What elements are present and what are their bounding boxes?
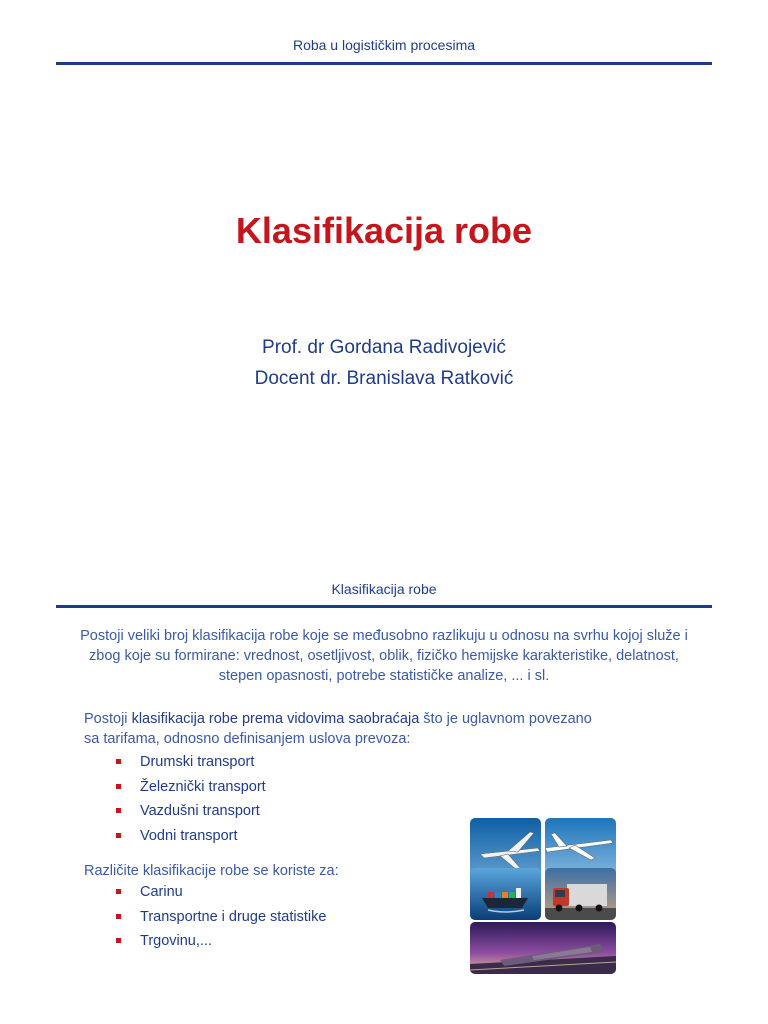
author-1: Prof. dr Gordana Radivojević [262, 337, 506, 358]
list-item: Carinu [112, 882, 326, 907]
intro-paragraph: Postoji veliki broj klasifikacija robe koje se međusobno razlikuju u odnosu na svrhu kojoj služe i zbog koje su formirane: vrednost, osetljivost, oblik, fizičko hemijske karakteristike, delatnost, stepen opasnosti, potrebe statističke analize, ... i sl. [80, 628, 688, 684]
header-rule [56, 62, 712, 65]
slide-header: Roba u logističkim procesima [292, 37, 476, 53]
bullet-square-icon [116, 938, 121, 943]
list-item: Vodni transport [112, 826, 266, 851]
container-ship-photo [470, 868, 541, 920]
slide-title: Klasifikacija robe [235, 210, 533, 251]
list-item: Trgovinu,... [112, 931, 326, 956]
slide-header: Klasifikacija robe [331, 581, 437, 597]
bullet-square-icon [116, 759, 121, 764]
list-item: Transportne i druge statistike [112, 907, 326, 932]
transport-paragraph [84, 709, 604, 749]
content-slide [0, 512, 768, 1024]
truck-photo [545, 868, 616, 920]
transport-list [112, 752, 266, 851]
list-item: Železnički transport [112, 777, 266, 802]
para2-emphasis: klasifikacija robe prema vidovima saobraćaja [131, 711, 420, 727]
bullet-square-icon [116, 833, 121, 838]
header-rule [56, 605, 712, 608]
freight-train-photo [470, 922, 616, 974]
author-2: Docent dr. Branislava Ratković [254, 368, 514, 389]
bullet-square-icon [116, 808, 121, 813]
para2-suffix: što je uglavnom povezano sa tarifama, odnosno definisanjem uslova prevoza: [84, 711, 592, 747]
bullet-square-icon [116, 889, 121, 894]
list-item: Drumski transport [112, 752, 266, 777]
bullet-square-icon [116, 914, 121, 919]
usage-list [112, 882, 326, 956]
bullet-square-icon [116, 784, 121, 789]
usage-paragraph: Različite klasifikacije robe se koriste za: [84, 863, 339, 879]
list-item: Vazdušni transport [112, 801, 266, 826]
para2-prefix: Postoji [84, 711, 132, 727]
